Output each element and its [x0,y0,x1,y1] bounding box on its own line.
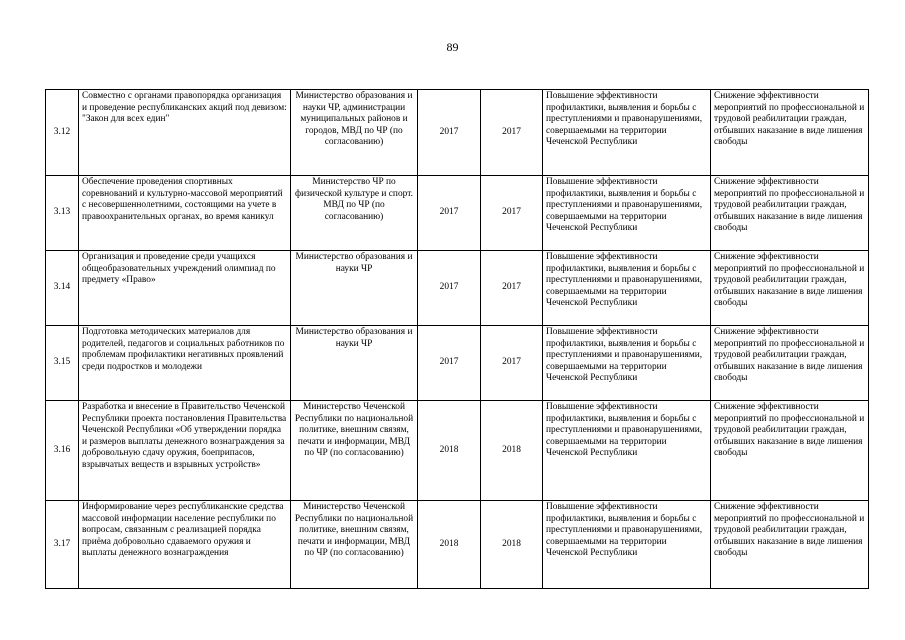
goal-cell: Повышение эффективности профилактики, выявления и борьбы с преступлениями и правонарушениями, совершаемыми на территории Чеченской Республики [543,326,711,401]
goal-cell: Повышение эффективности профилактики, выявления и борьбы с преступлениями и правонарушениями, совершаемыми на территории Чеченской Республики [543,90,711,176]
start-year-cell: 2018 [418,501,481,589]
measures-table [45,89,869,589]
start-year-cell: 2018 [418,401,481,501]
start-year-cell: 2017 [418,326,481,401]
executor-cell: Министерство Чеченской Республики по национальной политике, внешним связям, печати и информации, МВД по ЧР (по согласованию) [291,401,418,501]
executor-cell: Министерство ЧР по физической культуре и спорт. МВД по ЧР (по согласованию) [291,176,418,251]
goal-cell: Повышение эффективности профилактики, выявления и борьбы с преступлениями и правонарушениями, совершаемыми на территории Чеченской Республики [543,176,711,251]
result-cell: Снижение эффективности мероприятий по профессиональной и трудовой реабилитации граждан, отбывших наказание в виде лишения свободы [711,401,869,501]
executor-cell: Министерство образования и науки ЧР, администрации муниципальных районов и городов, МВД по ЧР (по согласованию) [291,90,418,176]
event-cell: Информирование через республиканские средства массовой информации население республики по вопросам, связанным с реализацией порядка приёма добровольно сдаваемого оружия и выплаты денежного вознаграждения [79,501,291,589]
start-year-cell: 2017 [418,251,481,326]
end-year-cell: 2018 [481,501,543,589]
row-number: 3.17 [46,501,79,589]
result-cell: Снижение эффективности мероприятий по профессиональной и трудовой реабилитации граждан, отбывших наказание в виде лишения свободы [711,501,869,589]
table-row [46,90,869,176]
end-year-cell: 2018 [481,401,543,501]
result-cell: Снижение эффективности мероприятий по профессиональной и трудовой реабилитации граждан, отбывших наказание в виде лишения свободы [711,176,869,251]
row-number: 3.13 [46,176,79,251]
row-number: 3.14 [46,251,79,326]
goal-cell: Повышение эффективности профилактики, выявления и борьбы с преступлениями и правонарушениями, совершаемыми на территории Чеченской Республики [543,401,711,501]
event-cell: Совместно с органами правопорядка организация и проведение республиканских акций под девизом: "Закон для всех един" [79,90,291,176]
table-row [46,176,869,251]
result-cell: Снижение эффективности мероприятий по профессиональной и трудовой реабилитации граждан, отбывших наказание в виде лишения свободы [711,90,869,176]
executor-cell: Министерство образования и науки ЧР [291,326,418,401]
table-row [46,251,869,326]
event-cell: Разработка и внесение в Правительство Чеченской Республики проекта постановления Правительства Чеченской Республики «Об утверждении порядка и размеров выплаты денежного вознаграждения за добровольную сдачу оружия, боеприпасов, взрывчатых веществ и взрывных устройств» [79,401,291,501]
start-year-cell: 2017 [418,176,481,251]
table-row [46,326,869,401]
goal-cell: Повышение эффективности профилактики, выявления и борьбы с преступлениями и правонарушениями, совершаемыми на территории Чеченской Республики [543,251,711,326]
end-year-cell: 2017 [481,90,543,176]
end-year-cell: 2017 [481,326,543,401]
goal-cell: Повышение эффективности профилактики, выявления и борьбы с преступлениями и правонарушениями, совершаемыми на территории Чеченской Республики [543,501,711,589]
row-number: 3.15 [46,326,79,401]
end-year-cell: 2017 [481,251,543,326]
page-number: 89 [446,40,459,54]
row-number: 3.12 [46,90,79,176]
end-year-cell: 2017 [481,176,543,251]
result-cell: Снижение эффективности мероприятий по профессиональной и трудовой реабилитации граждан, отбывших наказание в виде лишения свободы [711,251,869,326]
executor-cell: Министерство Чеченской Республики по национальной политике, внешним связям, печати и информации, МВД по ЧР (по согласованию) [291,501,418,589]
table-row [46,501,869,589]
event-cell: Подготовка методических материалов для родителей, педагогов и социальных работников по проблемам профилактики негативных проявлений среди подростков и молодежи [79,326,291,401]
event-cell: Организация и проведение среди учащихся общеобразовательных учреждений олимпиад по предмету «Право» [79,251,291,326]
executor-cell: Министерство образования и науки ЧР [291,251,418,326]
row-number: 3.16 [46,401,79,501]
event-cell: Обеспечение проведения спортивных соревнований и культурно-массовой мероприятий с несовершеннолетними, состоящими на учете в правоохранительных органах, во время каникул [79,176,291,251]
table-row [46,401,869,501]
result-cell: Снижение эффективности мероприятий по профессиональной и трудовой реабилитации граждан, отбывших наказание в виде лишения свободы [711,326,869,401]
start-year-cell: 2017 [418,90,481,176]
